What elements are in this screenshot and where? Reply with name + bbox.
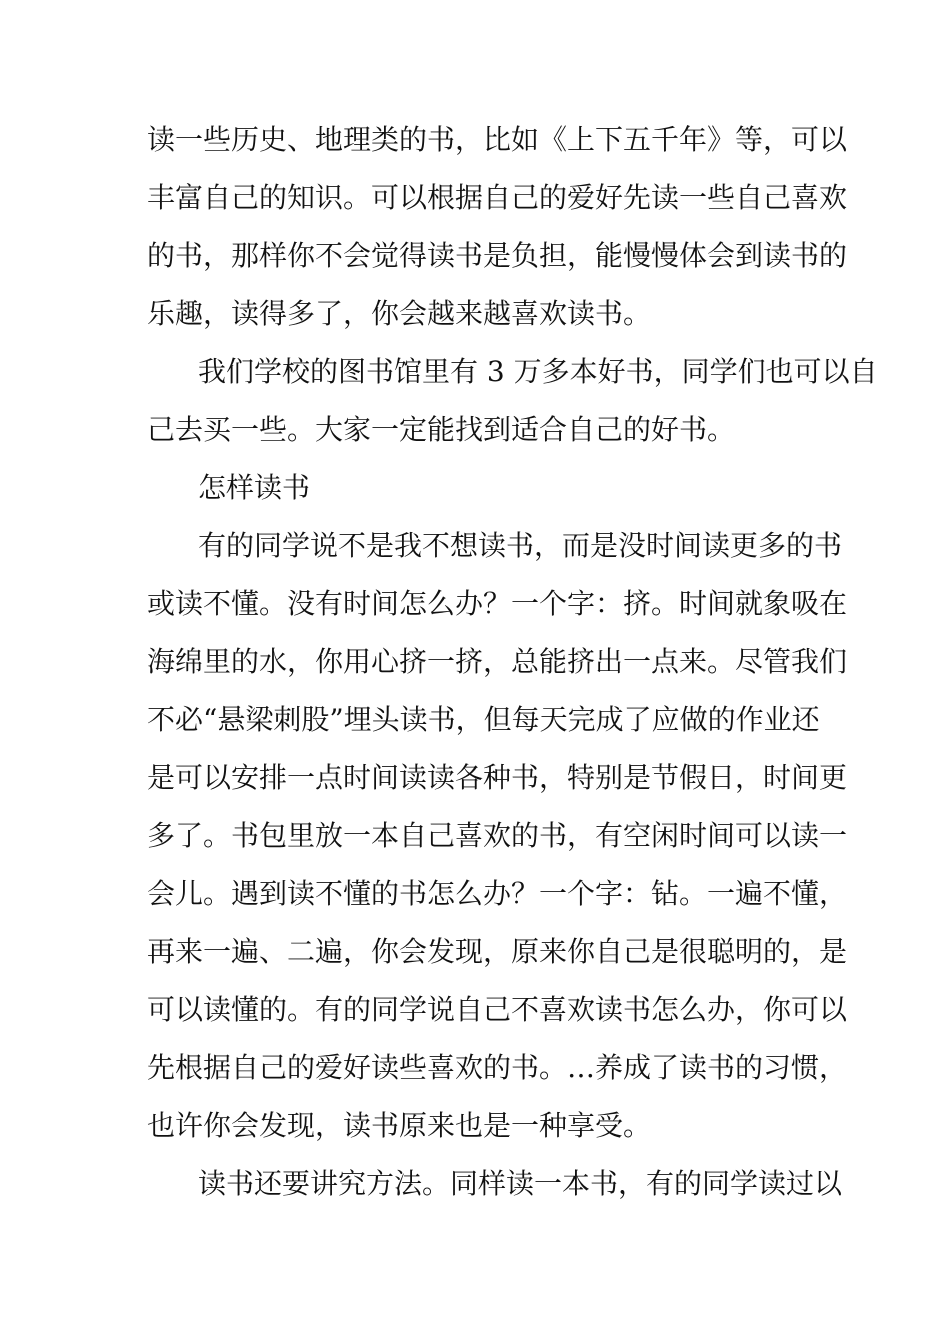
text-line: 会儿。遇到读不懂的书怎么办？一个字：钻。一遍不懂， bbox=[147, 877, 848, 910]
text-line: 或读不懂。没有时间怎么办？一个字：挤。时间就象吸在 bbox=[147, 587, 848, 620]
text-line: 读一些历史、地理类的书，比如《上下五千年》等，可以 bbox=[147, 123, 848, 156]
text-line: 可以读懂的。有的同学说自己不喜欢读书怎么办，你可以 bbox=[147, 993, 848, 1026]
section-heading: 怎样读书 bbox=[198, 471, 311, 504]
text-line: 不必“悬梁刺股”埋头读书，但每天完成了应做的作业还 bbox=[147, 703, 820, 736]
text-line: 乐趣，读得多了，你会越来越喜欢读书。 bbox=[147, 297, 652, 330]
text-line: 先根据自己的爱好读些喜欢的书。…养成了读书的习惯， bbox=[147, 1051, 848, 1084]
text-line: 的书，那样你不会觉得读书是负担，能慢慢体会到读书的 bbox=[147, 239, 848, 272]
text-line: 多了。书包里放一本自己喜欢的书，有空闲时间可以读一 bbox=[147, 819, 848, 852]
text-line: 再来一遍、二遍，你会发现，原来你自己是很聪明的，是 bbox=[147, 935, 848, 968]
text-line: 也许你会发现，读书原来也是一种享受。 bbox=[147, 1109, 652, 1142]
text-line: 丰富自己的知识。可以根据自己的爱好先读一些自己喜欢 bbox=[147, 181, 848, 214]
text-line: 海绵里的水，你用心挤一挤，总能挤出一点来。尽管我们 bbox=[147, 645, 848, 678]
text-line: 读书还要讲究方法。同样读一本书，有的同学读过以 bbox=[198, 1167, 843, 1200]
text-line: 己去买一些。大家一定能找到适合自己的好书。 bbox=[147, 413, 736, 446]
text-line: 是可以安排一点时间读读各种书，特别是节假日，时间更 bbox=[147, 761, 848, 794]
text-line: 有的同学说不是我不想读书，而是没时间读更多的书 bbox=[198, 529, 843, 562]
text-line: 我们学校的图书馆里有 3 万多本好书，同学们也可以自 bbox=[198, 355, 878, 388]
